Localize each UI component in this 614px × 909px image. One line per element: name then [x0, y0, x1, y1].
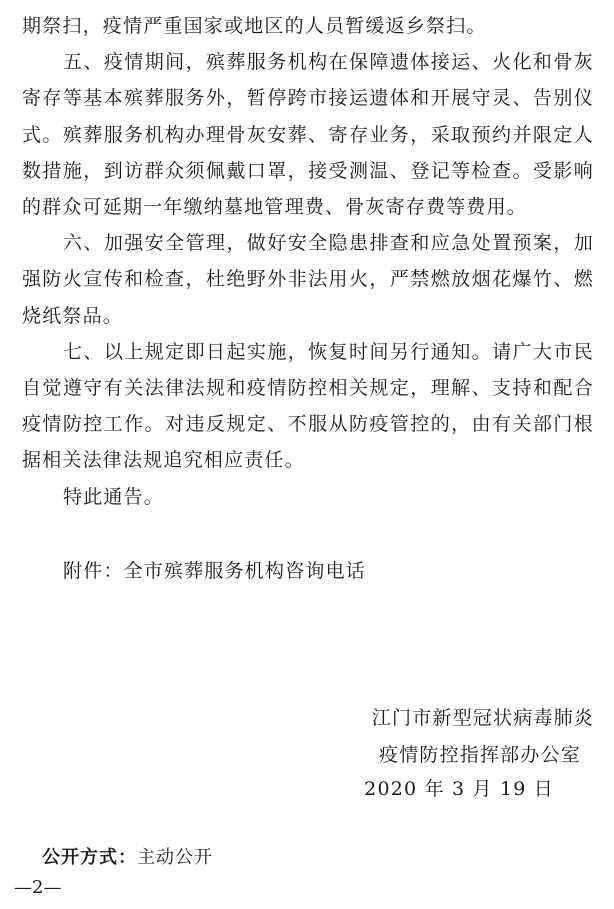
closing-statement: 特此通告。: [63, 485, 165, 508]
disclosure-value: 主动公开: [137, 847, 213, 868]
page-number: —2—: [14, 877, 62, 898]
paragraph-item-5: 五、疫情期间，殡葬服务机构在保障遗体接运、火化和骨灰寄存等基本殡葬服务外，暂停跨市接运遗体和开展守灵、告别仪式。殡葬服务机构办理骨灰安葬、寄存业务，采取预约并限定人数措施，到访群众须佩戴口罩，接受测温、登记等检查。受影响的群众可延期一年缴纳墓地管理费、骨灰寄存费等费用。: [22, 51, 594, 219]
issue-date: 2020 年 3 月 19 日: [364, 778, 554, 800]
disclosure-label: 公开方式：: [42, 847, 137, 868]
attachment-note: 附件：全市殡葬服务机构咨询电话: [63, 560, 367, 582]
issuer-line-1: 江门市新型冠状病毒肺炎: [371, 707, 594, 729]
paragraph-continuation: 期祭扫，疫情严重国家或地区的人员暂缓返乡祭扫。: [22, 15, 487, 37]
issuer-line-2: 疫情防控指挥部办公室: [378, 744, 581, 766]
paragraph-item-7: 七、以上规定即日起实施，恢复时间另行通知。请广大市民自觉遵守有关法律法规和疫情防控相关规定，理解、支持和配合疫情防控工作。对违反规定、不服从防疫管控的，由有关部门根据相关法律法规追究相应责任。: [22, 340, 594, 472]
disclosure-method: [42, 842, 213, 874]
paragraph-item-6: 六、加强安全管理，做好安全隐患排查和应急处置预案，加强防火宣传和检查，杜绝野外非法用火，严禁燃放烟花爆竹、燃烧纸祭品。: [22, 232, 594, 327]
notice-body: [22, 8, 594, 515]
